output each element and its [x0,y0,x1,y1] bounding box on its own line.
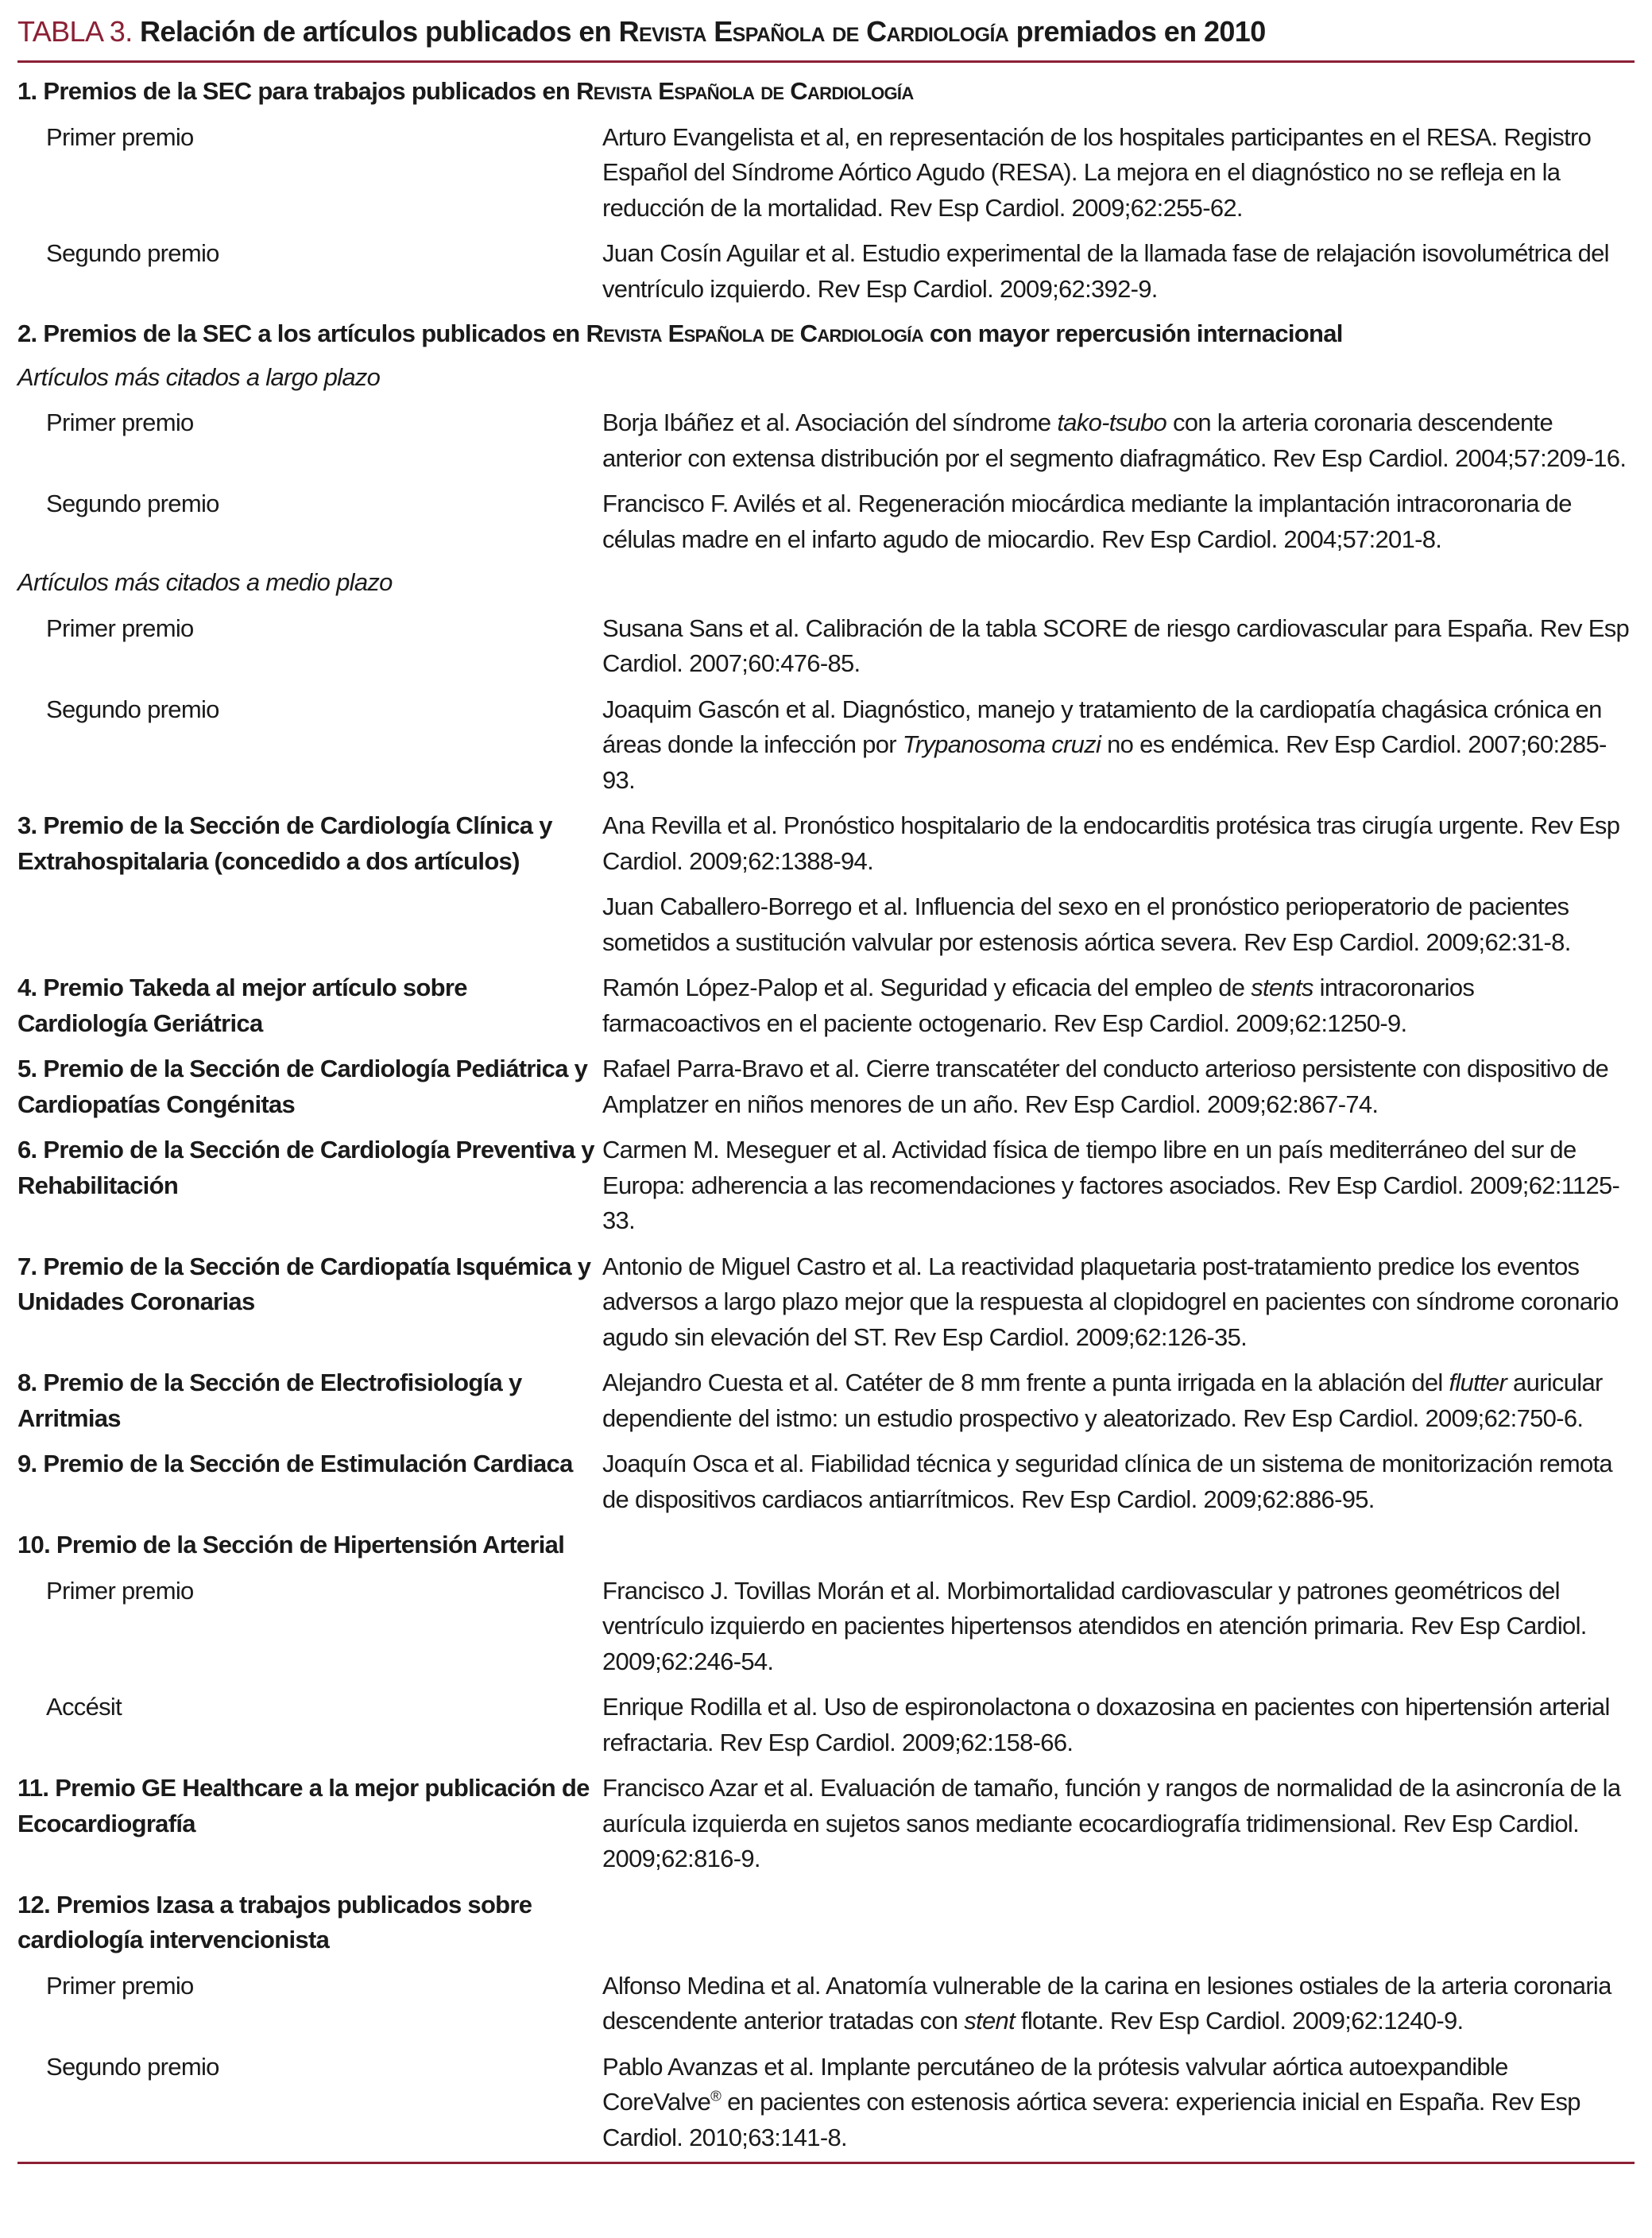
article-citation: Ana Revilla et al. Pronóstico hospitalario de la endocarditis protésica tras cirugía urgente. Rev Esp Cardiol. 2009;62:1388-94. [602,811,1620,875]
award-label: Accésit [46,1693,122,1721]
table-row [17,405,1635,476]
section-text: 2. Premios de la SEC a los artículos publicados en [17,319,586,347]
table-row [17,2050,1635,2156]
award-label: Primer premio [46,122,194,151]
empty-cell [17,889,602,960]
table-row [17,1771,1635,1877]
citation-italic: Trypanosoma cruzi [902,730,1101,758]
award-label: Primer premio [46,408,194,436]
award-label: Segundo premio [46,695,219,723]
article-citation: Francisco F. Avilés et al. Regeneración miocárdica mediante la implantación intracoronaria de células madre en el infarto agudo de miocardio. Rev Esp Cardiol. 2004;57:201-8. [602,490,1572,553]
article-citation: Francisco J. Tovillas Morán et al. Morbimortalidad cardiovascular y patrones geométricos del ventrículo izquierdo en pacientes hipertensos atendidos en atención primaria. Rev Esp Cardiol. 2009;62:246-54. [602,1576,1587,1675]
article-citation: Arturo Evangelista et al, en representación de los hospitales participantes en el RESA. Registro Español del Síndrome Aórtico Agudo (RESA). La mejora en el diagnóstico no se refleja en la reducción de la mortalidad. Rev Esp Cardiol. 2009;62:255-62. [602,122,1592,222]
table-row [17,970,1635,1041]
table-row [17,889,1635,960]
article-citation [602,1969,1635,2039]
table-row [17,1690,1635,1760]
citation-text: Joaquim Gascón et al. Diagnóstico, manejo y tratamiento de la cardiopatía chagásica crónica en áreas donde la infección por [602,695,1602,758]
table-row [17,1051,1635,1122]
subsection-heading [17,565,1635,601]
award-label: Primer premio [46,1576,194,1605]
citation-text: Ramón López-Palop et al. Seguridad y eficacia del empleo de [602,974,1252,1001]
article-citation: Juan Cosín Aguilar et al. Estudio experimental de la llamada fase de relajación isovolumétrica del ventrículo izquierdo. Rev Esp Cardiol. 2009;62:392-9. [602,239,1609,303]
citation-text: Alejandro Cuesta et al. Catéter de 8 mm frente a punta irrigada en la ablación del [602,1369,1449,1396]
article-citation: Enrique Rodilla et al. Uso de espironolactona o doxazosina en pacientes con hipertensión arterial refractaria. Rev Esp Cardiol. 2009;62:158-66. [602,1693,1610,1756]
citation-text-end: intracoronarios farmacoactivos en el paciente octogenario. Rev Esp Cardiol. 2009;62:1250-9. [602,974,1475,1037]
article-citation: Rafael Parra-Bravo et al. Cierre transcatéter del conducto arterioso persistente con dispositivo de Amplatzer en niños menores de un año. Rev Esp Cardiol. 2009;62:867-74. [602,1055,1609,1118]
table-row [17,236,1635,307]
article-citation [602,2050,1635,2156]
article-citation: Carmen M. Meseguer et al. Actividad física de tiempo libre en un país mediterráneo del sur de Europa: adherencia a las recomendaciones y factores asociados. Rev Esp Cardiol. 2009;62:1125-33. [602,1136,1620,1234]
citation-italic: stents [1251,974,1313,1001]
caption-text: Relación de artículos publicados en [140,15,619,48]
article-citation [602,1365,1635,1436]
registered-mark: ® [710,2087,722,2104]
journal-name: Revista Española de Cardiología [576,77,914,105]
citation-text-end: auricular dependiente del istmo: un estudio prospectivo y aleatorizado. Rev Esp Cardiol. 2009;62:750-6. [602,1369,1603,1432]
citation-text-end: no es endémica. Rev Esp Cardiol. 2007;60:285-93. [602,730,1607,794]
table-row [17,1365,1635,1436]
section-heading-9: 9. Premio de la Sección de Estimulación Cardiaca [17,1450,573,1477]
table-row [17,1249,1635,1356]
table-row [17,1133,1635,1239]
top-rule-divider [17,60,1635,63]
citation-italic: tako-tsubo [1057,408,1167,436]
section-heading-7: 7. Premio de la Sección de Cardiopatía Isquémica y Unidades Coronarias [17,1252,591,1315]
table-row [17,1574,1635,1680]
section-heading-1 [17,74,1635,110]
table-row [17,486,1635,557]
citation-text: Alfonso Medina et al. Anatomía vulnerable de la carina en lesiones ostiales de la arteria coronaria descendente anterior tratadas con [602,1971,1611,2035]
section-heading-12: 12. Premios Izasa a trabajos publicados sobre cardiología intervencionista [17,1890,532,1953]
section-heading-4: 4. Premio Takeda al mejor artículo sobre Cardiología Geriátrica [17,974,467,1037]
article-citation [602,970,1635,1041]
citation-text: Borja Ibáñez et al. Asociación del síndrome [602,408,1058,436]
citation-italic: flutter [1449,1369,1507,1396]
table-row [17,692,1635,799]
empty-cell [602,1527,1635,1563]
awards-table [17,74,1635,2155]
article-citation [602,405,1635,476]
citation-text-end: flotante. Rev Esp Cardiol. 2009;62:1240-9. [1015,2007,1464,2035]
empty-cell [602,1888,1635,1958]
table-row [17,611,1635,682]
caption-text-end: premiados en 2010 [1008,15,1266,48]
citation-italic: stent [964,2007,1016,2035]
award-label: Segundo premio [46,2052,219,2081]
section-heading-10: 10. Premio de la Sección de Hipertensión Arterial [17,1531,565,1558]
subsection-label: Artículos más citados a largo plazo [17,362,381,391]
subsection-label: Artículos más citados a medio plazo [17,568,393,596]
subsection-heading [17,360,1635,396]
section-heading-8: 8. Premio de la Sección de Electrofisiología y Arritmias [17,1369,522,1432]
table-caption [140,15,1266,48]
section-heading-6: 6. Premio de la Sección de Cardiología Preventiva y Rehabilitación [17,1136,594,1199]
citation-text: Pablo Avanzas et al. Implante percutáneo de la prótesis valvular aórtica autoexpandible CoreValve [602,2052,1508,2116]
section-heading-2 [17,316,1635,352]
table-row [17,1527,1635,1563]
bottom-rule-divider [17,2162,1635,2164]
journal-name: Revista Española de Cardiología [618,15,1009,48]
table-row [17,1888,1635,1958]
section-heading-5: 5. Premio de la Sección de Cardiología Pediátrica y Cardiopatías Congénitas [17,1055,588,1118]
section-text: 1. Premios de la SEC para trabajos publicados en [17,77,577,105]
award-label: Primer premio [46,614,194,642]
award-label: Segundo premio [46,490,219,517]
article-citation: Joaquín Osca et al. Fiabilidad técnica y seguridad clínica de un sistema de monitorización remota de dispositivos cardiacos antiarrítmicos. Rev Esp Cardiol. 2009;62:886-95. [602,1450,1612,1513]
table-row [17,808,1635,879]
table-row [17,1446,1635,1517]
table-row [17,120,1635,227]
article-citation [602,692,1635,799]
section-heading-3: 3. Premio de la Sección de Cardiología Clínica y Extrahospitalaria (concedido a dos artículos) [17,811,552,875]
article-citation: Susana Sans et al. Calibración de la tabla SCORE de riesgo cardiovascular para España. Rev Esp Cardiol. 2007;60:476-85. [602,614,1630,677]
table-number: TABLA 3. [17,15,133,48]
citation-text-end: en pacientes con estenosis aórtica severa: experiencia inicial en España. Rev Esp Cardiol. 2010;63:141-8. [602,2088,1580,2151]
award-label: Segundo premio [46,239,219,267]
article-citation: Antonio de Miguel Castro et al. La reactividad plaquetaria post-tratamiento predice los eventos adversos a largo plazo mejor que la respuesta al clopidogrel en pacientes con síndrome coronario agudo sin elevación del ST. Rev Esp Cardiol. 2009;62:126-35. [602,1252,1619,1351]
citation-text-end: con la arteria coronaria descendente anterior con extensa distribución por el segmento diafragmático. Rev Esp Cardiol. 2004;57:209-16. [602,408,1627,472]
table-row [17,1969,1635,2039]
journal-name: Revista Española de Cardiología [586,319,923,347]
article-citation: Francisco Azar et al. Evaluación de tamaño, función y rangos de normalidad de la asincronía de la aurícula izquierda en sujetos sanos mediante ecocardiografía tridimensional. Rev Esp Cardiol. 2009;62:816-9. [602,1774,1621,1872]
table-title [17,11,1635,52]
section-text-end: con mayor repercusión internacional [923,319,1343,347]
section-heading-11: 11. Premio GE Healthcare a la mejor publicación de Ecocardiografía [17,1774,590,1837]
award-label: Primer premio [46,1971,194,2000]
article-citation: Juan Caballero-Borrego et al. Influencia del sexo en el pronóstico perioperatorio de pacientes sometidos a sustitución valvular por estenosis aórtica severa. Rev Esp Cardiol. 2009;62:31-8. [602,892,1571,956]
